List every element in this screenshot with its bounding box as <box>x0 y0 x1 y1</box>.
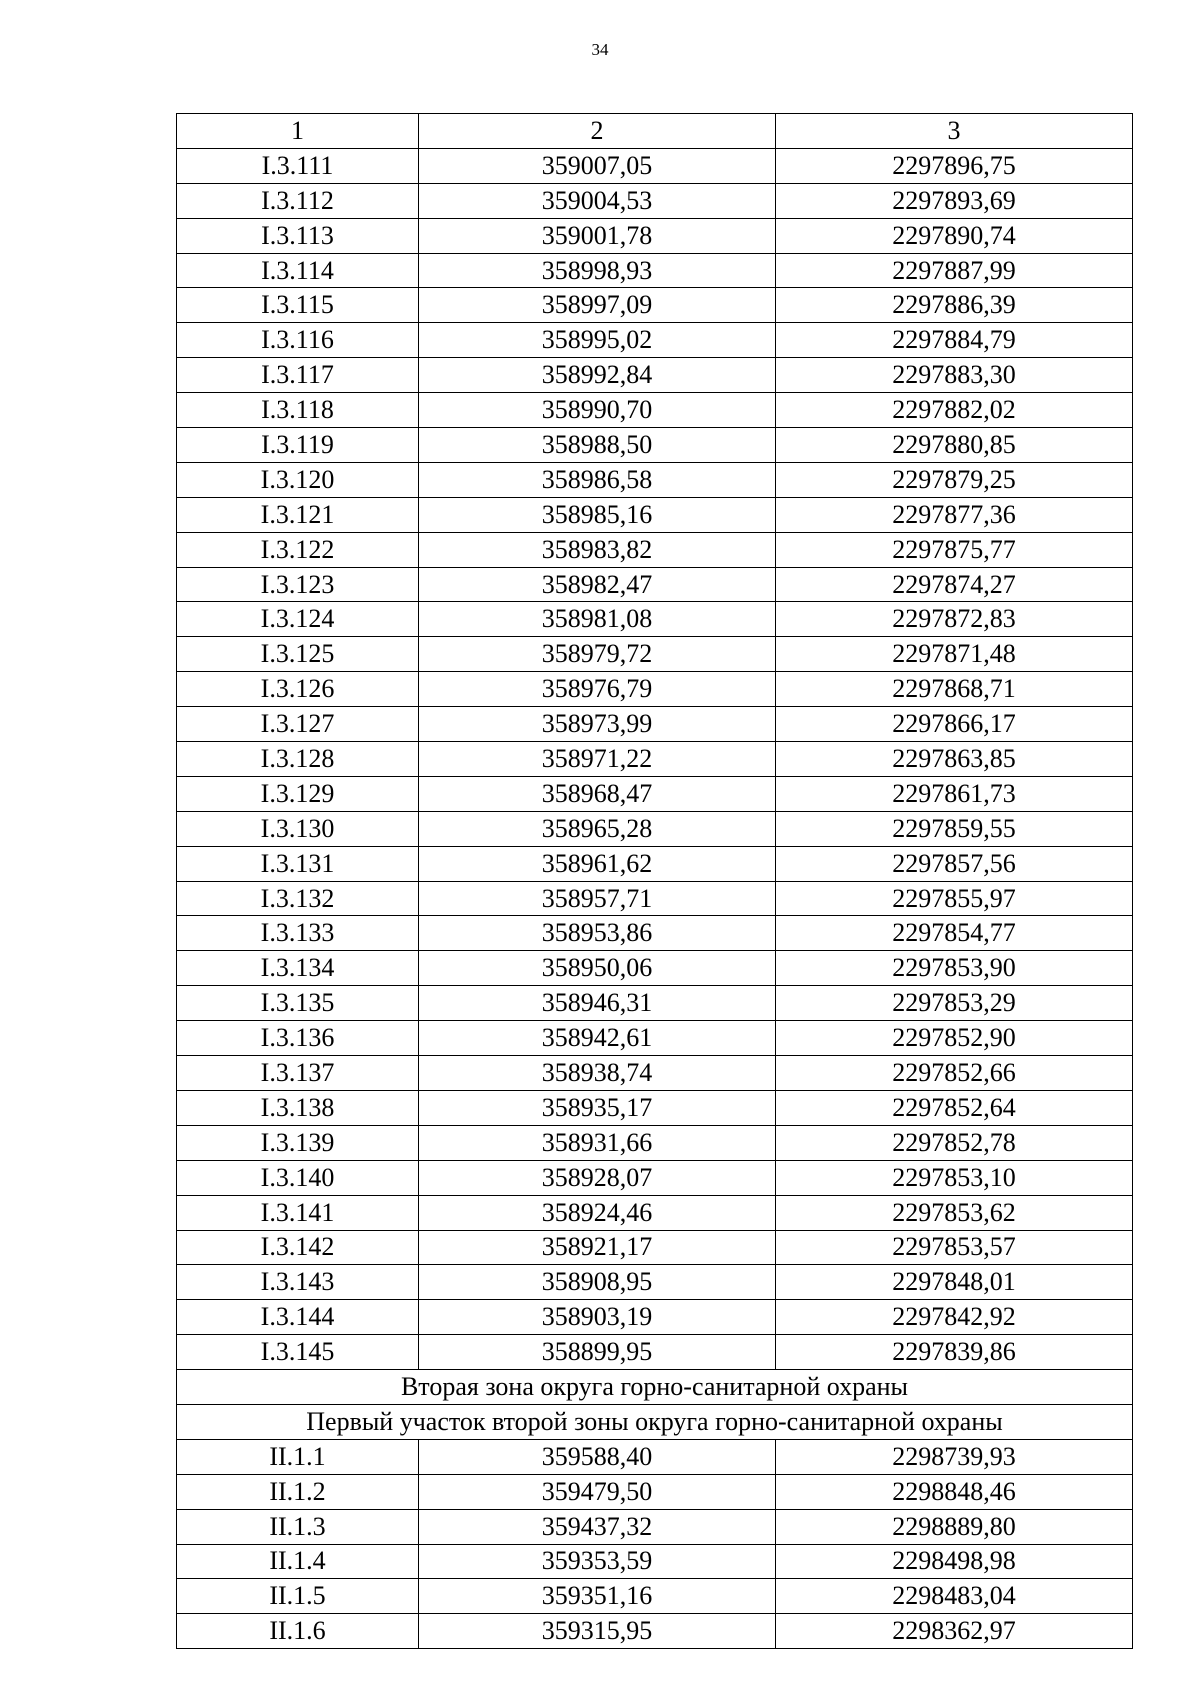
y-coordinate-cell: 2297868,71 <box>776 672 1133 707</box>
y-coordinate-cell: 2297877,36 <box>776 497 1133 532</box>
point-id-cell: I.3.140 <box>177 1160 419 1195</box>
table-row <box>177 1056 1133 1091</box>
point-id-cell: I.3.114 <box>177 253 419 288</box>
point-id-cell: I.3.118 <box>177 393 419 428</box>
x-coordinate-cell: 358968,47 <box>419 776 776 811</box>
point-id-cell: I.3.129 <box>177 776 419 811</box>
y-coordinate-cell: 2297853,62 <box>776 1195 1133 1230</box>
x-coordinate-cell: 358942,61 <box>419 1021 776 1056</box>
point-id-cell: I.3.123 <box>177 567 419 602</box>
point-id-cell: I.3.130 <box>177 811 419 846</box>
y-coordinate-cell: 2297880,85 <box>776 428 1133 463</box>
table-row <box>177 1439 1133 1474</box>
x-coordinate-cell: 358921,17 <box>419 1230 776 1265</box>
y-coordinate-cell: 2297859,55 <box>776 811 1133 846</box>
point-id-cell: I.3.116 <box>177 323 419 358</box>
x-coordinate-cell: 358931,66 <box>419 1125 776 1160</box>
table-row <box>177 672 1133 707</box>
x-coordinate-cell: 359351,16 <box>419 1579 776 1614</box>
table-row <box>177 1614 1133 1649</box>
table-row <box>177 1509 1133 1544</box>
x-coordinate-cell: 358899,95 <box>419 1335 776 1370</box>
point-id-cell: I.3.135 <box>177 986 419 1021</box>
y-coordinate-cell: 2297883,30 <box>776 358 1133 393</box>
point-id-cell: II.1.4 <box>177 1544 419 1579</box>
y-coordinate-cell: 2297866,17 <box>776 707 1133 742</box>
point-id-cell: I.3.128 <box>177 742 419 777</box>
point-id-cell: I.3.111 <box>177 148 419 183</box>
y-coordinate-cell: 2297853,29 <box>776 986 1133 1021</box>
point-id-cell: I.3.132 <box>177 881 419 916</box>
table-row <box>177 776 1133 811</box>
header-cell-1: 1 <box>177 114 419 149</box>
x-coordinate-cell: 358976,79 <box>419 672 776 707</box>
y-coordinate-cell: 2298483,04 <box>776 1579 1133 1614</box>
y-coordinate-cell: 2298739,93 <box>776 1439 1133 1474</box>
point-id-cell: II.1.6 <box>177 1614 419 1649</box>
point-id-cell: I.3.117 <box>177 358 419 393</box>
y-coordinate-cell: 2297886,39 <box>776 288 1133 323</box>
point-id-cell: I.3.139 <box>177 1125 419 1160</box>
y-coordinate-cell: 2297863,85 <box>776 742 1133 777</box>
point-id-cell: II.1.1 <box>177 1439 419 1474</box>
point-id-cell: I.3.122 <box>177 532 419 567</box>
coordinates-table <box>176 113 1133 1649</box>
table-row <box>177 1230 1133 1265</box>
x-coordinate-cell: 358950,06 <box>419 951 776 986</box>
x-coordinate-cell: 358997,09 <box>419 288 776 323</box>
point-id-cell: I.3.119 <box>177 428 419 463</box>
y-coordinate-cell: 2297890,74 <box>776 218 1133 253</box>
table-row <box>177 567 1133 602</box>
subsection-heading: Первый участок второй зоны округа горно-санитарной охраны <box>177 1404 1133 1439</box>
table-row <box>177 1335 1133 1370</box>
y-coordinate-cell: 2297848,01 <box>776 1265 1133 1300</box>
y-coordinate-cell: 2297839,86 <box>776 1335 1133 1370</box>
table-row <box>177 881 1133 916</box>
point-id-cell: I.3.142 <box>177 1230 419 1265</box>
table-row <box>177 1474 1133 1509</box>
point-id-cell: I.3.112 <box>177 183 419 218</box>
x-coordinate-cell: 358986,58 <box>419 462 776 497</box>
y-coordinate-cell: 2297893,69 <box>776 183 1133 218</box>
x-coordinate-cell: 358961,62 <box>419 846 776 881</box>
table-row <box>177 253 1133 288</box>
x-coordinate-cell: 359007,05 <box>419 148 776 183</box>
x-coordinate-cell: 359353,59 <box>419 1544 776 1579</box>
table-row <box>177 1579 1133 1614</box>
table-row <box>177 393 1133 428</box>
x-coordinate-cell: 359479,50 <box>419 1474 776 1509</box>
y-coordinate-cell: 2298889,80 <box>776 1509 1133 1544</box>
table-row <box>177 1544 1133 1579</box>
y-coordinate-cell: 2298848,46 <box>776 1474 1133 1509</box>
y-coordinate-cell: 2297852,78 <box>776 1125 1133 1160</box>
y-coordinate-cell: 2297853,10 <box>776 1160 1133 1195</box>
point-id-cell: I.3.134 <box>177 951 419 986</box>
page-number: 34 <box>591 40 609 59</box>
point-id-cell: I.3.127 <box>177 707 419 742</box>
point-id-cell: II.1.2 <box>177 1474 419 1509</box>
y-coordinate-cell: 2297853,57 <box>776 1230 1133 1265</box>
x-coordinate-cell: 358983,82 <box>419 532 776 567</box>
table-row <box>177 1160 1133 1195</box>
table-row <box>177 288 1133 323</box>
table-row <box>177 1021 1133 1056</box>
point-id-cell: I.3.136 <box>177 1021 419 1056</box>
point-id-cell: I.3.131 <box>177 846 419 881</box>
point-id-cell: I.3.145 <box>177 1335 419 1370</box>
y-coordinate-cell: 2297853,90 <box>776 951 1133 986</box>
point-id-cell: I.3.138 <box>177 1090 419 1125</box>
x-coordinate-cell: 358908,95 <box>419 1265 776 1300</box>
point-id-cell: I.3.133 <box>177 916 419 951</box>
y-coordinate-cell: 2297855,97 <box>776 881 1133 916</box>
table-row <box>177 986 1133 1021</box>
x-coordinate-cell: 358953,86 <box>419 916 776 951</box>
y-coordinate-cell: 2297872,83 <box>776 602 1133 637</box>
table-row <box>177 358 1133 393</box>
y-coordinate-cell: 2297854,77 <box>776 916 1133 951</box>
x-coordinate-cell: 358981,08 <box>419 602 776 637</box>
x-coordinate-cell: 358971,22 <box>419 742 776 777</box>
table-row <box>177 846 1133 881</box>
x-coordinate-cell: 358924,46 <box>419 1195 776 1230</box>
x-coordinate-cell: 358903,19 <box>419 1300 776 1335</box>
x-coordinate-cell: 358946,31 <box>419 986 776 1021</box>
header-cell-3: 3 <box>776 114 1133 149</box>
point-id-cell: I.3.124 <box>177 602 419 637</box>
table-row <box>177 951 1133 986</box>
point-id-cell: I.3.121 <box>177 497 419 532</box>
table-row <box>177 811 1133 846</box>
table-row <box>177 1090 1133 1125</box>
y-coordinate-cell: 2297879,25 <box>776 462 1133 497</box>
x-coordinate-cell: 359004,53 <box>419 183 776 218</box>
x-coordinate-cell: 359001,78 <box>419 218 776 253</box>
table-row <box>177 916 1133 951</box>
coordinates-table-body <box>177 114 1133 1649</box>
x-coordinate-cell: 358990,70 <box>419 393 776 428</box>
table-row <box>177 218 1133 253</box>
y-coordinate-cell: 2297874,27 <box>776 567 1133 602</box>
table-row <box>177 497 1133 532</box>
y-coordinate-cell: 2297875,77 <box>776 532 1133 567</box>
section-heading-row <box>177 1370 1133 1405</box>
y-coordinate-cell: 2297896,75 <box>776 148 1133 183</box>
y-coordinate-cell: 2297882,02 <box>776 393 1133 428</box>
point-id-cell: II.1.5 <box>177 1579 419 1614</box>
table-row <box>177 602 1133 637</box>
table-row <box>177 323 1133 358</box>
table-row <box>177 462 1133 497</box>
table-row <box>177 148 1133 183</box>
table-row <box>177 1125 1133 1160</box>
y-coordinate-cell: 2297887,99 <box>776 253 1133 288</box>
table-row <box>177 742 1133 777</box>
table-row <box>177 183 1133 218</box>
y-coordinate-cell: 2297842,92 <box>776 1300 1133 1335</box>
table-row <box>177 707 1133 742</box>
point-id-cell: I.3.125 <box>177 637 419 672</box>
section-heading: Вторая зона округа горно-санитарной охраны <box>177 1370 1133 1405</box>
y-coordinate-cell: 2297857,56 <box>776 846 1133 881</box>
point-id-cell: II.1.3 <box>177 1509 419 1544</box>
x-coordinate-cell: 358935,17 <box>419 1090 776 1125</box>
y-coordinate-cell: 2298498,98 <box>776 1544 1133 1579</box>
y-coordinate-cell: 2297852,66 <box>776 1056 1133 1091</box>
table-row <box>177 532 1133 567</box>
x-coordinate-cell: 358979,72 <box>419 637 776 672</box>
y-coordinate-cell: 2297871,48 <box>776 637 1133 672</box>
x-coordinate-cell: 358938,74 <box>419 1056 776 1091</box>
x-coordinate-cell: 358985,16 <box>419 497 776 532</box>
point-id-cell: I.3.143 <box>177 1265 419 1300</box>
x-coordinate-cell: 359315,95 <box>419 1614 776 1649</box>
table-row <box>177 637 1133 672</box>
header-cell-2: 2 <box>419 114 776 149</box>
x-coordinate-cell: 358928,07 <box>419 1160 776 1195</box>
x-coordinate-cell: 358995,02 <box>419 323 776 358</box>
x-coordinate-cell: 358973,99 <box>419 707 776 742</box>
point-id-cell: I.3.141 <box>177 1195 419 1230</box>
subsection-heading-row <box>177 1404 1133 1439</box>
x-coordinate-cell: 358988,50 <box>419 428 776 463</box>
y-coordinate-cell: 2297861,73 <box>776 776 1133 811</box>
y-coordinate-cell: 2297884,79 <box>776 323 1133 358</box>
x-coordinate-cell: 358992,84 <box>419 358 776 393</box>
table-row <box>177 1195 1133 1230</box>
x-coordinate-cell: 358965,28 <box>419 811 776 846</box>
point-id-cell: I.3.137 <box>177 1056 419 1091</box>
header-row <box>177 114 1133 149</box>
y-coordinate-cell: 2298362,97 <box>776 1614 1133 1649</box>
x-coordinate-cell: 358982,47 <box>419 567 776 602</box>
point-id-cell: I.3.120 <box>177 462 419 497</box>
x-coordinate-cell: 359437,32 <box>419 1509 776 1544</box>
table-row <box>177 1265 1133 1300</box>
x-coordinate-cell: 358957,71 <box>419 881 776 916</box>
point-id-cell: I.3.115 <box>177 288 419 323</box>
point-id-cell: I.3.126 <box>177 672 419 707</box>
table-row <box>177 1300 1133 1335</box>
x-coordinate-cell: 359588,40 <box>419 1439 776 1474</box>
table-row <box>177 428 1133 463</box>
x-coordinate-cell: 358998,93 <box>419 253 776 288</box>
y-coordinate-cell: 2297852,64 <box>776 1090 1133 1125</box>
y-coordinate-cell: 2297852,90 <box>776 1021 1133 1056</box>
point-id-cell: I.3.113 <box>177 218 419 253</box>
point-id-cell: I.3.144 <box>177 1300 419 1335</box>
